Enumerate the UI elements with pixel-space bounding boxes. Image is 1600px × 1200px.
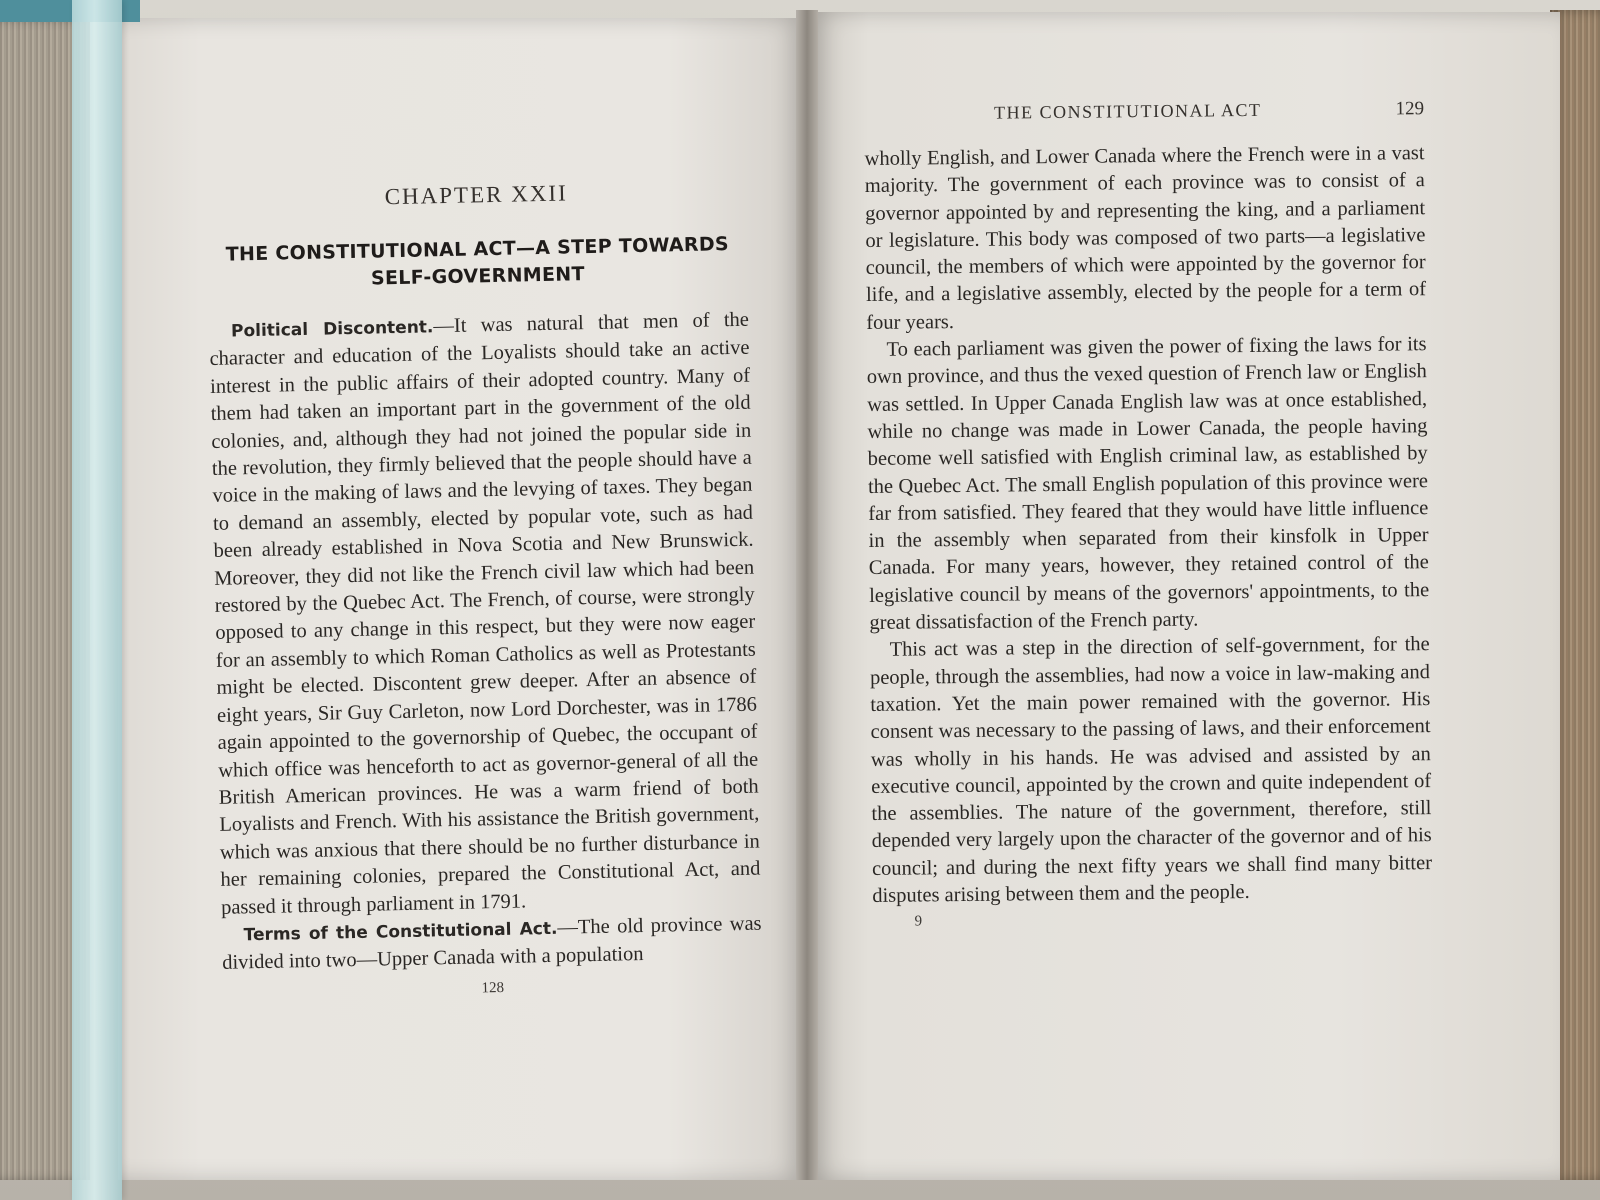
paragraph-parliament-powers: To each parliament was given the power of fixing the laws for its own province, and thus the vexed question of French law or English was settled. In Upper Canada English law was at once established, while no change was made in Lower Canada, the people having become well satisfied with English criminal law, as established by the Quebec Act. The small English population of this province were far from satisfied. They feared that they would have little influence in the assembly when separated from their kinsfolk in Upper Canada. For many years, however, they retained control of the legislative council by means of the governors' appointments, to the great dissatisfaction of the French party. — [866, 333, 1430, 635]
chapter-title — [207, 231, 748, 296]
paragraph-text: —It was natural that men of the character and education of the Loyalists should take an active interest in the public affairs of their adopted country. Many of them had taken an important part in the government of the old colonies, and, although they had not joined the popular side in the revolution, they firmly believed that the people should have a voice in the making of laws and the levying of taxes. They began to demand an assembly, elected by popular vote, such as had been already established in Nova Scotia and New Brunswick. Moreover, they did not like the French civil law which had been restored by the Quebec Act. The French, of course, were strongly opposed to any change in this respect, but they were now eager for an assembly to which Roman Catholics as well as Protestants might be elected. Discontent grew deeper. After an absence of eight years, Sir Guy Carleton, now Lord Dorchester, was in 1786 again appointed to the governorship of Quebec, the occupant of which office was henceforth to act as governor-general of all the British American provinces. He was a warm friend of both Loyalists and French. With his assistance the British government, which was anxious that there should be no further disturbance in her remaining colonies, prepared the Constitutional Act, and passed it through parliament in 1791. — [209, 308, 761, 919]
paragraph-self-government: This act was a step in the direction of self-government, for the people, through the assemblies, had now a voice in law-making and taxation. Yet the main power remained with the governor. His consent was necessary to the passing of laws, and their enforcement was wholly in his hands. He was advised and assisted by an executive council, appointed by the crown and quite independent of the assemblies. The nature of the government, therefore, still depended very largely upon the character of the governor and of his council; and during the next fifty years we shall find many bitter disputes arising between them and the people. — [869, 633, 1433, 907]
side-head-terms: Terms of the Constitutional Act. — [243, 918, 558, 946]
page-number-left: 128 — [481, 979, 505, 997]
running-title: THE CONSTITUTIONAL ACT — [993, 99, 1262, 123]
paragraph-political-discontent — [209, 307, 762, 922]
left-page — [118, 18, 806, 1180]
page-number-right: 129 — [1395, 98, 1425, 120]
chapter-number: CHAPTER XXII — [384, 180, 568, 210]
paragraph-text: —The old province was divided into two—Upper Canada with a population — [222, 912, 762, 975]
chapter-title-line1: THE CONSTITUTIONAL ACT—A STEP TOWARDS — [225, 233, 730, 266]
chapter-title-line2: SELF-GOVERNMENT — [370, 263, 585, 290]
signature-mark: 9 — [914, 913, 923, 930]
paragraph-terms — [221, 910, 762, 977]
plastic-strap — [72, 0, 122, 1200]
right-page — [808, 12, 1560, 1180]
book-gutter — [796, 10, 818, 1180]
running-head — [864, 98, 1424, 126]
right-page-content — [864, 98, 1433, 931]
left-page-content — [206, 177, 763, 1003]
paragraph-continued: wholly English, and Lower Canada where the French were in a vast majority. The government of each province was to consist of a governor appointed by and representing the king, and a parliament or legislature. This body was composed of two parts—a legislative council, the members of which were appointed by the governor for life, and a legislative assembly, elected by the people for a term of four years. — [864, 142, 1427, 334]
side-head-political-discontent: Political Discontent. — [230, 317, 434, 342]
